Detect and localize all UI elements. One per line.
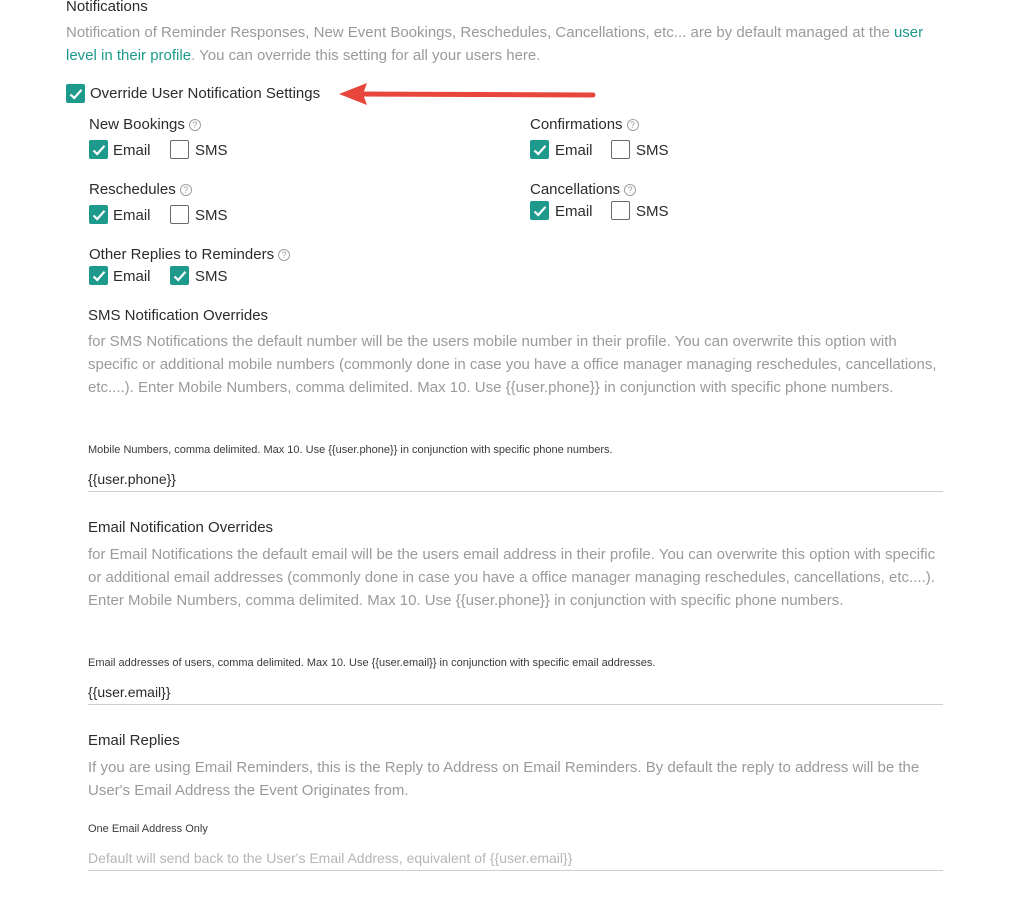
- cancellations-sms-checkbox[interactable]: [611, 201, 630, 220]
- check-icon: [92, 270, 106, 282]
- cancellations-email-checkbox[interactable]: [530, 201, 549, 220]
- help-icon[interactable]: ?: [624, 184, 636, 196]
- check-icon: [533, 144, 547, 156]
- sms-overrides-description: for SMS Notifications the default number will be the users mobile number in their profile. You can overwrite this option with specific or additional mobile numbers (commonly done in case you have a office manager managing reschedules, cancellations, etc....). Enter Mobile Numbers, comma delimited. Max 10. Use {{user.phone}} in conjunction with specific phone numbers.: [88, 333, 937, 396]
- sms-overrides-title: SMS Notification Overrides: [88, 307, 269, 324]
- new-bookings-sms-checkbox[interactable]: [170, 140, 189, 159]
- help-icon[interactable]: ?: [627, 119, 639, 131]
- email-overrides-description: for Email Notifications the default email will be the users email address in their profile. You can overwrite this option with specific or additional email addresses (commonly done in case you have a office manager managing reschedules, cancellations, etc....). Enter Mobile Numbers, comma delimited. Max 10. Use {{user.phone}} in conjunction with specific phone numbers.: [88, 546, 936, 609]
- reschedules-label-text: Reschedules: [89, 181, 176, 198]
- email-overrides-title: Email Notification Overrides: [88, 519, 274, 536]
- reschedules-email-checkbox[interactable]: [89, 205, 108, 224]
- check-icon: [92, 144, 106, 156]
- confirmations-sms-label: SMS: [636, 142, 669, 159]
- override-checkbox[interactable]: [66, 84, 85, 103]
- reschedules-email-label: Email: [113, 207, 151, 224]
- notifications-desc-text: Notification of Reminder Responses, New Event Bookings, Reschedules, Cancellations, etc... are by default managed at the: [66, 24, 894, 41]
- override-label: Override User Notification Settings: [90, 85, 321, 102]
- notifications-desc-text-end: . You can override this setting for all your users here.: [191, 47, 541, 64]
- help-icon[interactable]: ?: [278, 249, 290, 261]
- reply-address-input[interactable]: [88, 845, 943, 871]
- new-bookings-email-label: Email: [113, 142, 151, 159]
- sms-numbers-input[interactable]: [88, 466, 943, 492]
- notifications-description: [66, 21, 946, 67]
- cancellations-label-text: Cancellations: [530, 181, 621, 198]
- other-replies-label-text: Other Replies to Reminders: [89, 246, 275, 263]
- confirmations-email-checkbox[interactable]: [530, 140, 549, 159]
- reply-address-field-label: One Email Address Only: [88, 823, 208, 835]
- other-replies-sms-label: SMS: [195, 268, 228, 285]
- reschedules-sms-checkbox[interactable]: [170, 205, 189, 224]
- help-icon[interactable]: ?: [189, 119, 201, 131]
- check-icon: [173, 270, 187, 282]
- email-replies-description: If you are using Email Reminders, this is the Reply to Address on Email Reminders. By default the reply to address will be the User's Email Address the Event Originates from.: [88, 759, 920, 799]
- reschedules-label: [89, 181, 192, 199]
- email-replies-title: Email Replies: [88, 732, 180, 749]
- confirmations-label: [530, 116, 639, 134]
- other-replies-email-checkbox[interactable]: [89, 266, 108, 285]
- new-bookings-label-text: New Bookings: [89, 116, 185, 133]
- cancellations-label: [530, 181, 636, 199]
- other-replies-sms-checkbox[interactable]: [170, 266, 189, 285]
- confirmations-label-text: Confirmations: [530, 116, 623, 133]
- sms-numbers-field-label: Mobile Numbers, comma delimited. Max 10. Use {{user.phone}} in conjunction with specific phone numbers.: [88, 444, 613, 456]
- check-icon: [92, 209, 106, 221]
- check-icon: [533, 205, 547, 217]
- other-replies-label: [89, 246, 290, 264]
- help-icon[interactable]: ?: [180, 184, 192, 196]
- new-bookings-label: [89, 116, 201, 134]
- confirmations-sms-checkbox[interactable]: [611, 140, 630, 159]
- cancellations-email-label: Email: [555, 203, 593, 220]
- new-bookings-sms-label: SMS: [195, 142, 228, 159]
- other-replies-email-label: Email: [113, 268, 151, 285]
- confirmations-email-label: Email: [555, 142, 593, 159]
- notifications-title: Notifications: [66, 0, 148, 15]
- reschedules-sms-label: SMS: [195, 207, 228, 224]
- check-icon: [69, 88, 83, 100]
- user-profile-link[interactable]: user level in their profile: [66, 24, 924, 64]
- annotation-arrow-icon: [335, 78, 603, 110]
- cancellations-sms-label: SMS: [636, 203, 669, 220]
- new-bookings-email-checkbox[interactable]: [89, 140, 108, 159]
- email-addresses-input[interactable]: [88, 679, 943, 705]
- email-addresses-field-label: Email addresses of users, comma delimited. Max 10. Use {{user.email}} in conjunction with specific email addresses.: [88, 657, 656, 669]
